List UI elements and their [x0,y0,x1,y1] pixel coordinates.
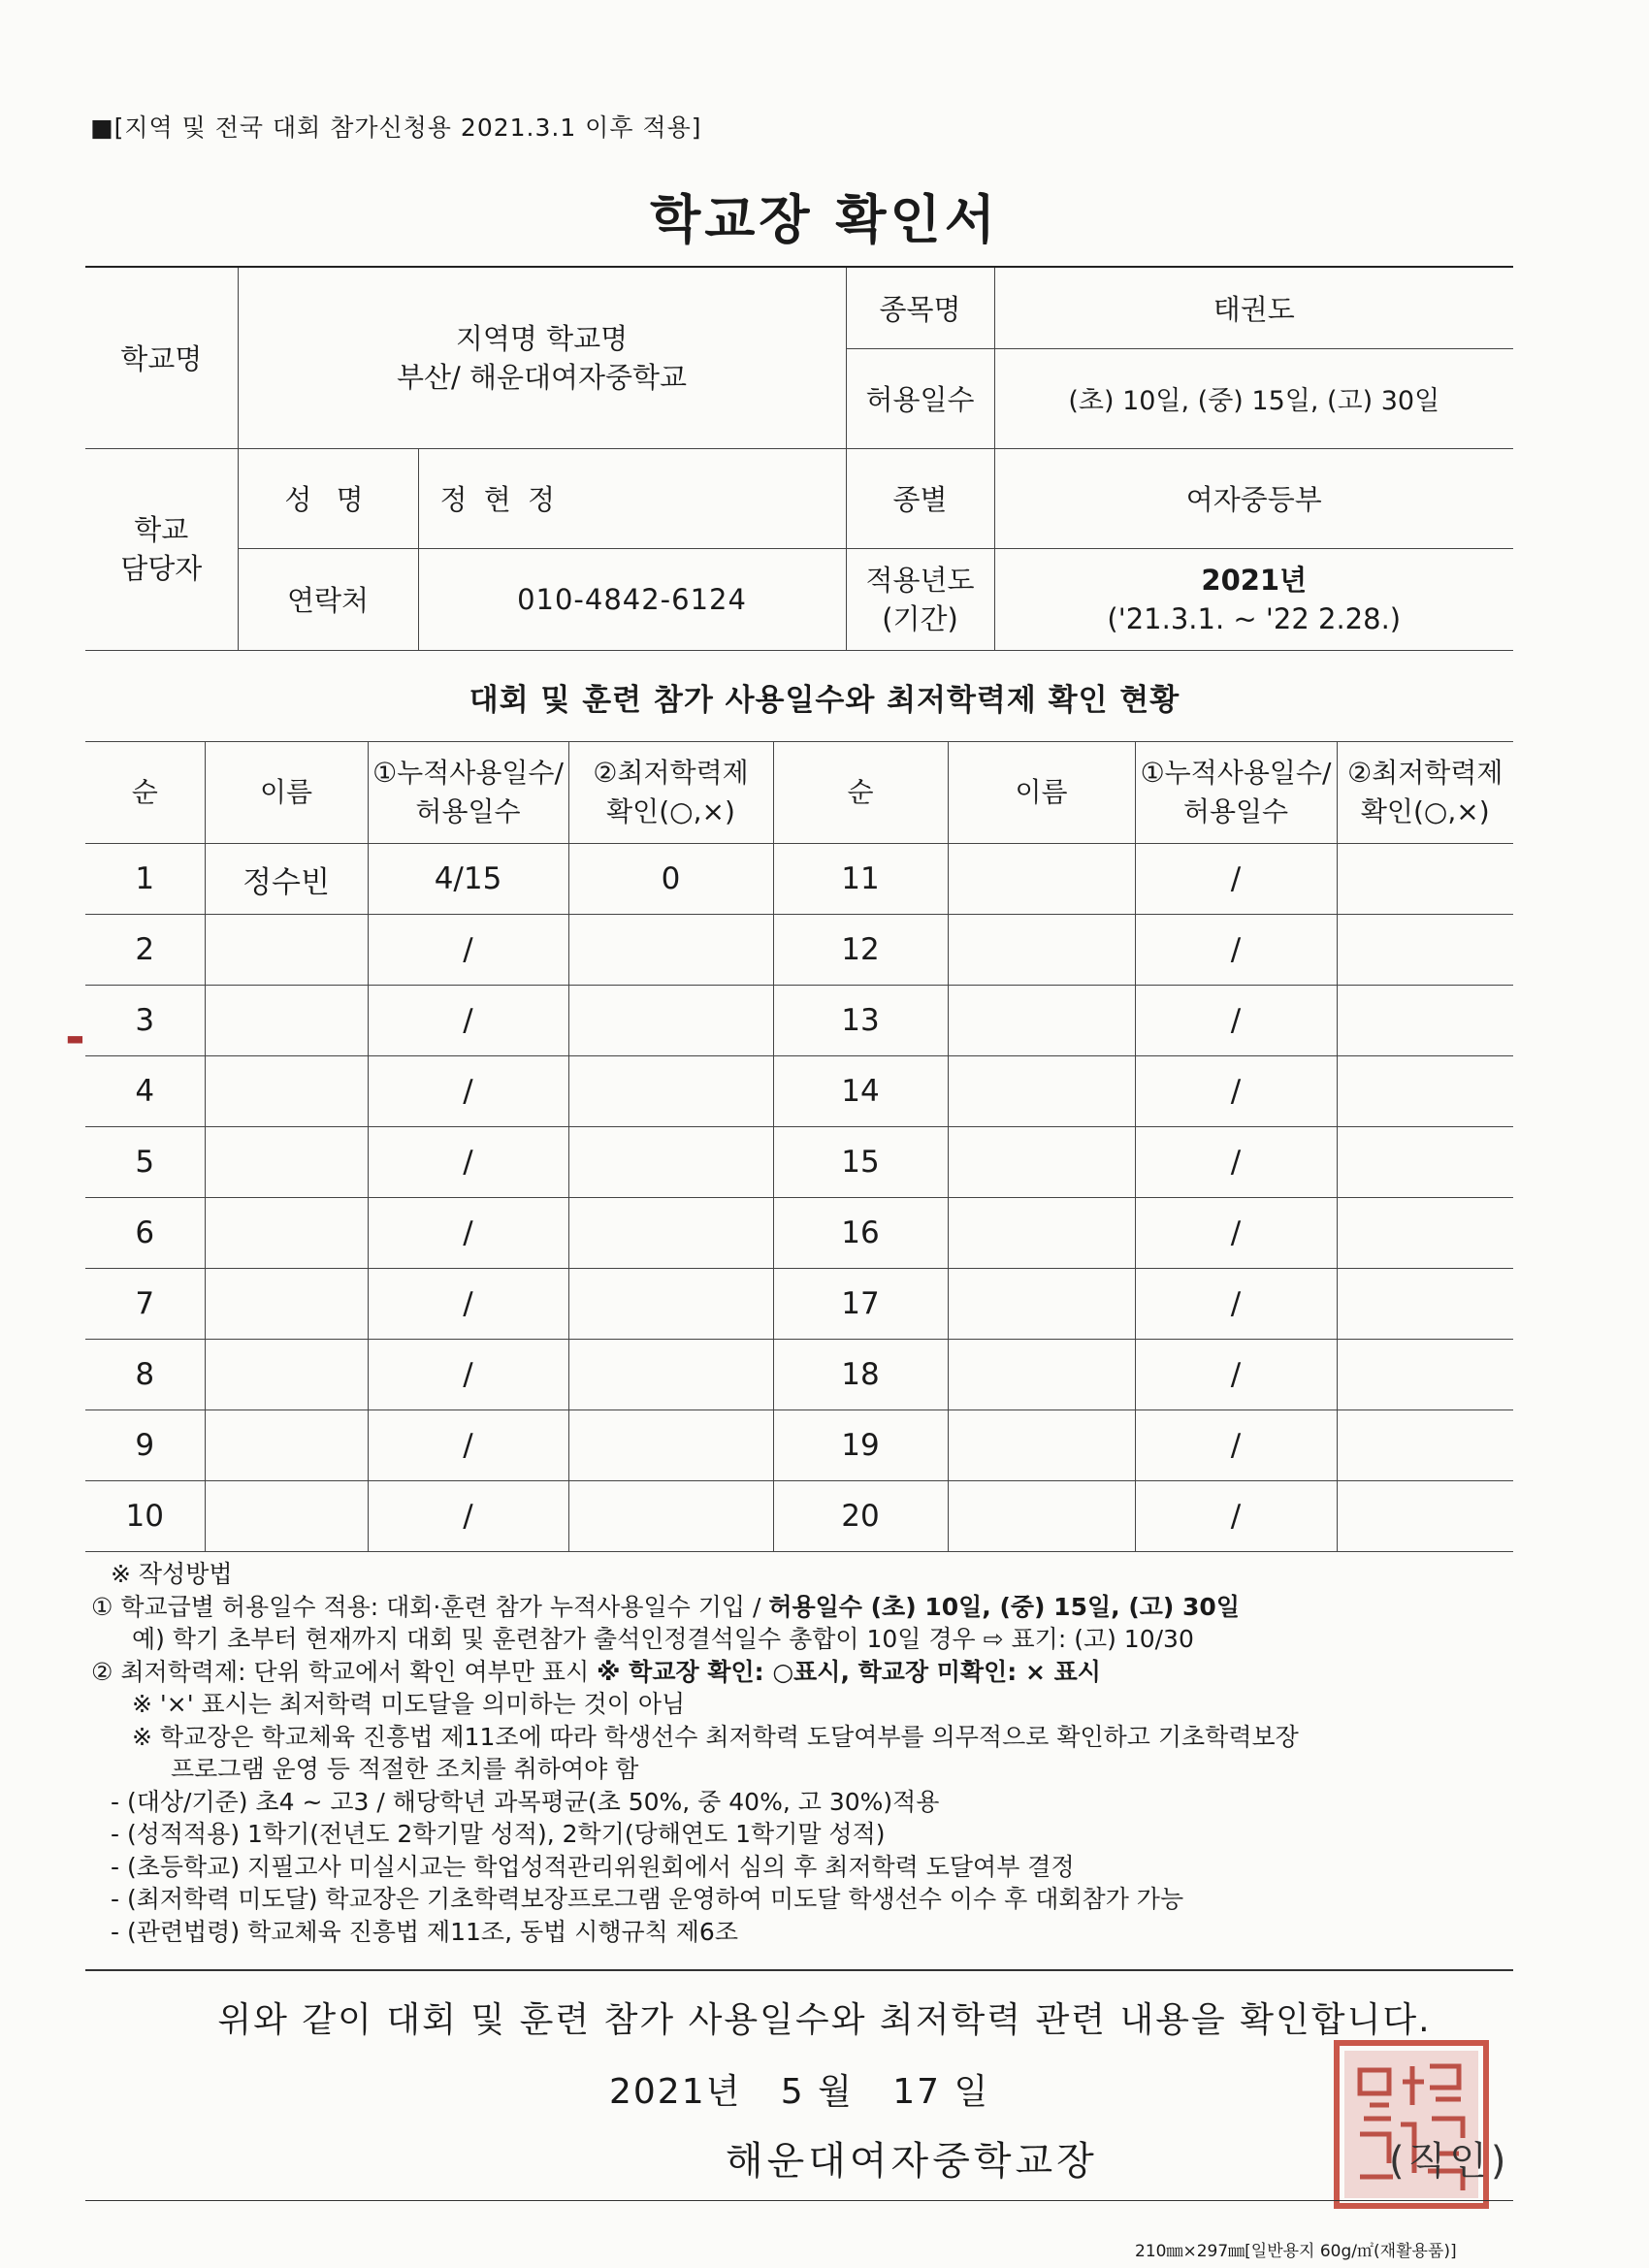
detail-4: - (최저학력 미도달) 학교장은 기초학력보장프로그램 운영하여 미도달 학생선수 이수 후 대회참가 가능 [111,1885,1184,1913]
row-min-2 [1337,844,1513,915]
row-days: / [368,1481,568,1552]
note-2-text: ② 최저학력제: 단위 학교에서 확인 여부만 표시 [91,1657,598,1686]
table-row [85,1481,1513,1552]
row-days: / [368,1340,568,1410]
row-name [205,915,368,986]
contact-label-line2: 담당자 [120,552,203,585]
row-name [205,1056,368,1127]
contact-person-label [85,448,238,650]
division-value: 여자중등부 [994,448,1513,548]
year-label-line2: (기간) [882,601,958,635]
phone-value: 010-4842-6124 [418,548,846,650]
row-min [568,915,773,986]
date [609,2064,989,2114]
row-days-2: / [1135,1127,1337,1198]
row-days-2: / [1135,1481,1337,1552]
note-1-bold: 허용일수 (초) 10일, (중) 15일, (고) 30일 [768,1592,1240,1621]
header-note: ■[지역 및 전국 대회 참가신청용 2021.3.1 이후 적용] [90,113,702,142]
page-title: 학교장 확인서 [650,189,999,250]
seal-label: (직인) [1389,2139,1510,2184]
row-no: 8 [85,1340,205,1410]
header-min [568,742,773,844]
row-no-2: 14 [773,1056,948,1127]
row-no-2: 18 [773,1340,948,1410]
row-days-2: / [1135,1269,1337,1340]
row-days: / [368,915,568,986]
allowed-days-value: (초) 10일, (중) 15일, (고) 30일 [994,348,1513,448]
name-label: 성 명 [238,448,418,548]
table-row [85,1340,1513,1410]
date-day: 17 [892,2072,942,2112]
note-1-text: ① 학교급별 허용일수 적용: 대회·훈련 참가 누적사용일수 기입 / [91,1592,769,1621]
school-info-table [85,266,1513,651]
row-min [568,1410,773,1481]
row-no-2: 11 [773,844,948,915]
allowed-days-label: 허용일수 [846,348,994,448]
row-name-2 [948,1481,1135,1552]
row-name [205,1127,368,1198]
row-no: 1 [85,844,205,915]
note-1-example: 예) 학기 초부터 현재까지 대회 및 훈련참가 출석인정결석일수 총합이 10일 경우 ⇨ 표기: (고) 10/30 [132,1625,1194,1653]
school-label: 학교명 [85,267,238,448]
official-seal-stamp [1331,2037,1492,2212]
row-name-2 [948,986,1135,1056]
header-days [368,742,568,844]
table-row [85,1269,1513,1340]
row-days-2: / [1135,1410,1337,1481]
header-min-2 [1337,742,1513,844]
section-title: 대회 및 훈련 참가 사용일수와 최저학력제 확인 현황 [469,683,1180,718]
school-value: 부산/ 해운대여자중학교 [396,360,688,394]
row-name [205,986,368,1056]
year-label [846,548,994,650]
row-days-2: / [1135,986,1337,1056]
header-no: 순 [85,742,205,844]
row-min [568,1127,773,1198]
row-min-2 [1337,1340,1513,1410]
sport-value: 태권도 [994,267,1513,348]
table-row [85,1198,1513,1269]
row-days: / [368,986,568,1056]
row-name-2 [948,1198,1135,1269]
notes-heading: ※ 작성방법 [111,1560,233,1588]
row-name [205,1269,368,1340]
row-name [205,1340,368,1410]
row-name-2 [948,1127,1135,1198]
header-min-2-line2: 확인(○,×) [1360,795,1490,827]
year-value-cell [994,548,1513,650]
row-no-2: 19 [773,1410,948,1481]
date-day-unit: 일 [954,2072,990,2112]
row-min-2 [1337,1410,1513,1481]
row-no-2: 13 [773,986,948,1056]
roster-table [85,741,1513,1552]
table-row [85,915,1513,986]
row-name-2 [948,1340,1135,1410]
row-days: / [368,1056,568,1127]
row-days-2: / [1135,1340,1337,1410]
row-no: 6 [85,1198,205,1269]
signer-title: 해운대여자중학교장 [726,2139,1098,2184]
row-min [568,1340,773,1410]
header-no-2: 순 [773,742,948,844]
row-days-2: / [1135,1198,1337,1269]
row-no: 2 [85,915,205,986]
row-no-2: 15 [773,1127,948,1198]
row-min-2 [1337,1269,1513,1340]
note-2 [91,1656,1527,1689]
row-min [568,1481,773,1552]
row-name-2 [948,1056,1135,1127]
row-name-2 [948,1410,1135,1481]
note-3: ※ '×' 표시는 최저학력 미도달을 의미하는 것이 아님 [132,1690,686,1718]
table-row [85,1056,1513,1127]
header-name: 이름 [205,742,368,844]
row-name [205,1198,368,1269]
row-days: / [368,1269,568,1340]
table-row [85,986,1513,1056]
row-no: 9 [85,1410,205,1481]
row-min: 0 [568,844,773,915]
row-no-2: 16 [773,1198,948,1269]
row-name [205,1481,368,1552]
year-period: ('21.3.1. ~ '22 2.28.) [1107,601,1402,635]
row-days: / [368,1198,568,1269]
row-days: / [368,1127,568,1198]
table-row [85,844,1513,915]
divider [85,1969,1513,1971]
table-row [85,1410,1513,1481]
header-min-line1: ②최저학력제 [593,757,749,789]
detail-5: - (관련법령) 학교체육 진흥법 제11조, 동법 시행규칙 제6조 [111,1917,738,1946]
school-cell [238,267,846,448]
row-name-2 [948,844,1135,915]
paper-spec: 210㎜×297㎜[일반용지 60g/㎡(재활용품)] [1135,2242,1457,2261]
name-value: 정 현 정 [418,448,846,548]
row-no: 4 [85,1056,205,1127]
row-min-2 [1337,986,1513,1056]
confirmation-text: 위와 같이 대회 및 훈련 참가 사용일수와 최저학력 관련 내용을 확인합니다. [217,2000,1432,2040]
header-days-2-line1: ①누적사용일수/ [1140,757,1332,789]
row-no-2: 17 [773,1269,948,1340]
table-row [85,1127,1513,1198]
row-no: 7 [85,1269,205,1340]
row-name-2 [948,1269,1135,1340]
row-days-2: / [1135,915,1337,986]
row-min [568,1198,773,1269]
row-name-2 [948,915,1135,986]
division-label: 종별 [846,448,994,548]
row-no-2: 12 [773,915,948,986]
detail-2: - (성적적용) 1학기(전년도 2학기말 성적), 2학기(당해연도 1학기말 성적) [111,1820,886,1848]
header-days-line1: ①누적사용일수/ [372,757,564,789]
contact-label-line1: 학교 [134,513,189,546]
row-min [568,1269,773,1340]
detail-3: - (초등학교) 지필고사 미실시교는 학업성적관리위원회에서 심의 후 최저학력 도달여부 결정 [111,1852,1075,1881]
row-min [568,1056,773,1127]
note-4: ※ 학교장은 학교체육 진흥법 제11조에 따라 학생선수 최저학력 도달여부를 의무적으로 확인하고 기초학력보장 [132,1722,1299,1751]
row-name [205,1410,368,1481]
row-min-2 [1337,1127,1513,1198]
row-min-2 [1337,915,1513,986]
header-name-2: 이름 [948,742,1135,844]
year-value: 2021년 [1201,563,1308,597]
header-days-line2: 허용일수 [415,795,521,827]
row-days-2: / [1135,844,1337,915]
row-min [568,986,773,1056]
header-days-2 [1135,742,1337,844]
year-label-line1: 적용년도 [865,563,975,597]
note-4-cont: 프로그램 운영 등 적절한 조치를 취하여야 함 [171,1755,639,1783]
date-year: 2021년 [609,2072,742,2112]
roster-header-row [85,742,1513,844]
row-no: 5 [85,1127,205,1198]
row-min-2 [1337,1481,1513,1552]
row-days-2: / [1135,1056,1337,1127]
note-2-bold: ※ 학교장 확인: ○표시, 학교장 미확인: × 표시 [597,1657,1101,1686]
note-1 [91,1591,1527,1624]
row-days: 4/15 [368,844,568,915]
date-month-unit: 월 [818,2072,854,2112]
header-days-2-line2: 허용일수 [1182,795,1289,827]
sport-label: 종목명 [846,267,994,348]
footer-divider [85,2200,1513,2201]
detail-1: - (대상/기준) 초4 ~ 고3 / 해당학년 과목평균(초 50%, 중 40%, 고 30%)적용 [111,1787,940,1816]
school-header: 지역명 학교명 [455,321,629,355]
instructions [91,1558,1527,1948]
row-name: 정수빈 [205,844,368,915]
row-no-2: 20 [773,1481,948,1552]
phone-label: 연락처 [238,548,418,650]
row-no: 10 [85,1481,205,1552]
stray-mark: ▬ [66,1026,84,1050]
header-min-line2: 확인(○,×) [606,795,735,827]
row-no: 3 [85,986,205,1056]
header-min-2-line1: ②최저학력제 [1347,757,1504,789]
date-month: 5 [780,2072,805,2112]
row-min-2 [1337,1056,1513,1127]
row-min-2 [1337,1198,1513,1269]
row-days: / [368,1410,568,1481]
